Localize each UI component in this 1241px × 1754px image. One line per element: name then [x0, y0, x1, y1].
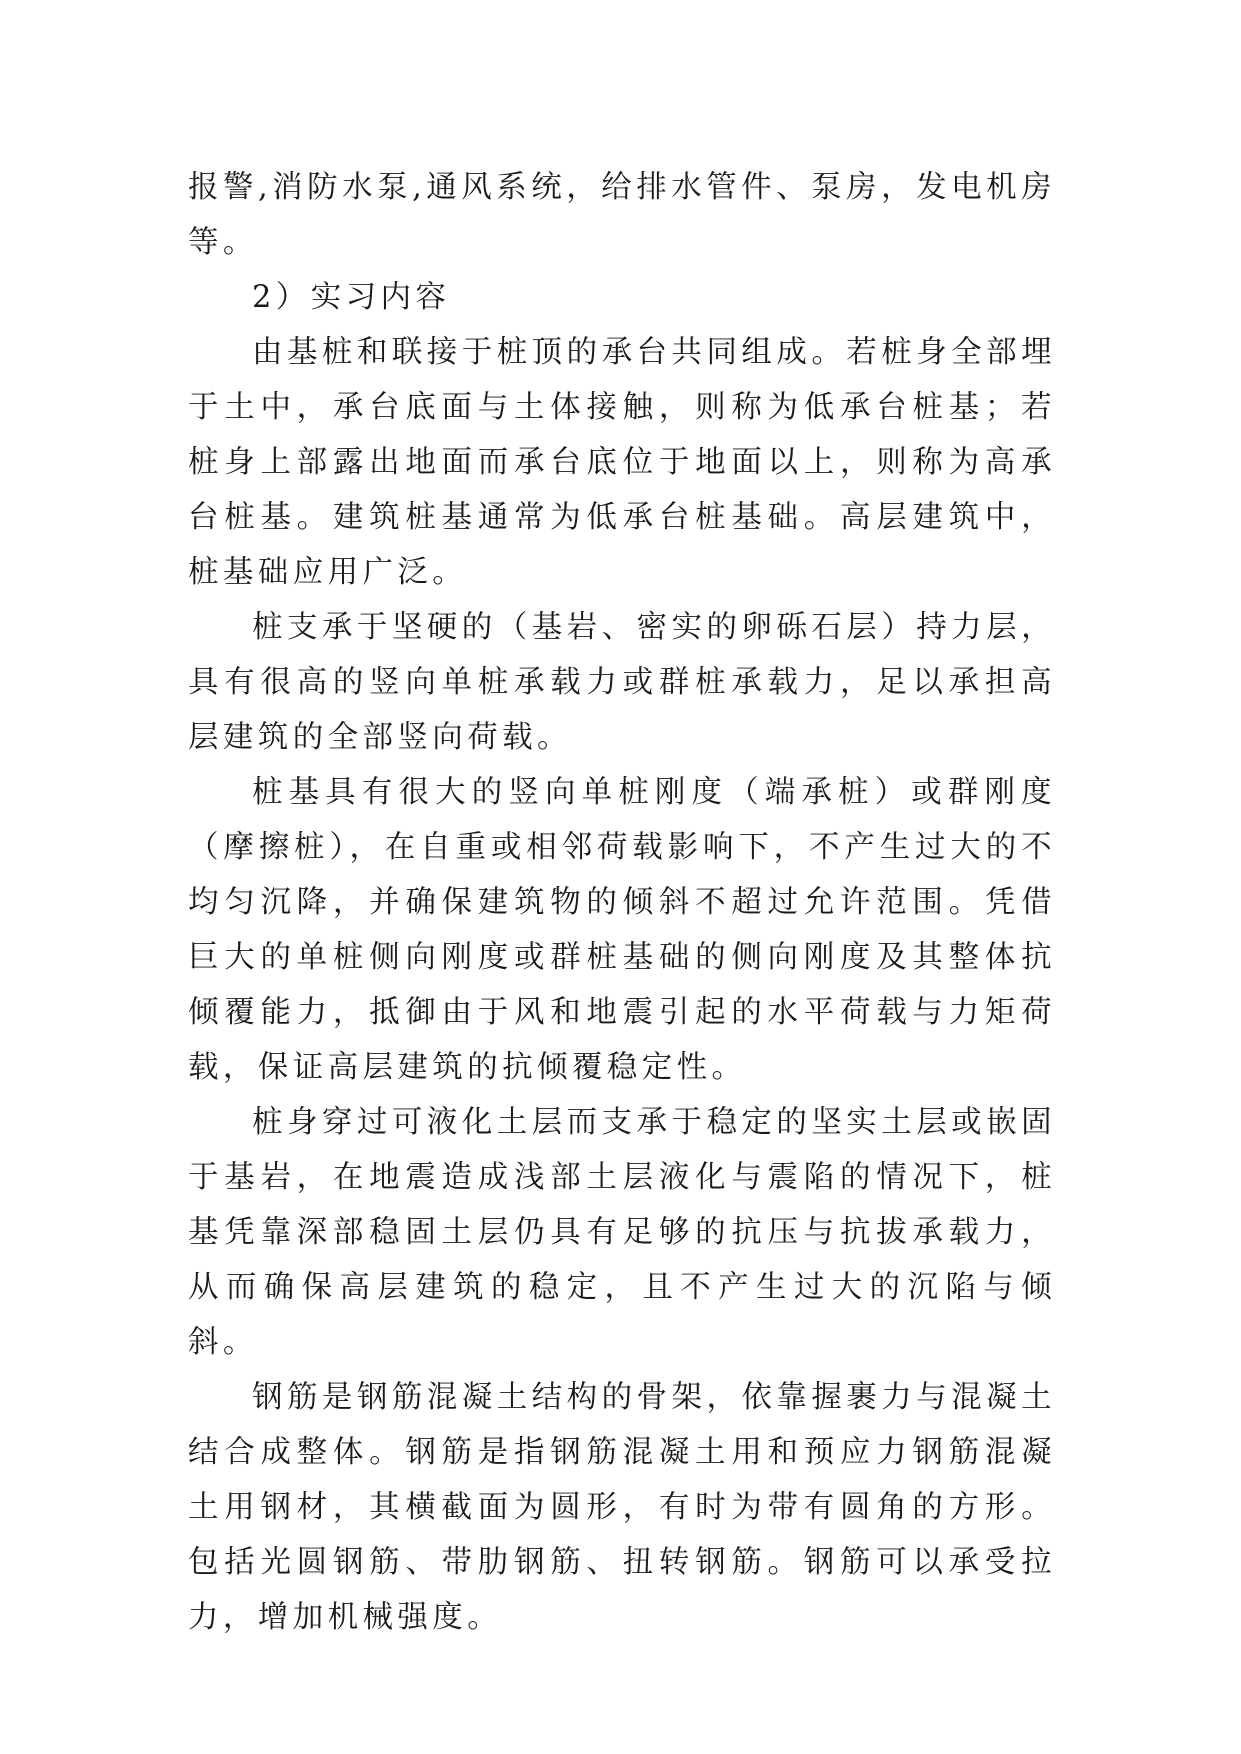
paragraph-stiffness: 桩基具有很大的竖向单桩刚度（端承桩）或群刚度（摩擦桩），在自重或相邻荷载影响下，不产生过大的不均匀沉降，并确保建筑物的倾斜不超过允许范围。凭借巨大的单桩侧向刚度或群桩基础的侧向刚度及其整体抗倾覆能力，抵御由于风和地震引起的水平荷载与力矩荷载，保证高层建筑的抗倾覆稳定性。	[188, 775, 1056, 1085]
paragraph-pile-foundation-definition: 由基桩和联接于桩顶的承台共同组成。若桩身全部埋于土中，承台底面与土体接触，则称为低承台桩基；若桩身上部露出地面而承台底位于地面以上，则称为高承台桩基。建筑桩基通常为低承台桩基础。高层建筑中，桩基础应用广泛。	[188, 335, 1056, 590]
paragraph-continuation: 报警,消防水泵,通风系统，给排水管件、泵房，发电机房等。	[188, 170, 1056, 260]
document-body	[188, 160, 1056, 1645]
paragraph-liquefaction: 桩身穿过可液化土层而支承于稳定的坚实土层或嵌固于基岩，在地震造成浅部土层液化与震陷的情况下，桩基凭靠深部稳固土层仍具有足够的抗压与抗拔承载力，从而确保高层建筑的稳定，且不产生过大的沉陷与倾斜。	[188, 1105, 1056, 1360]
section-heading-internship-content: 2）实习内容	[252, 280, 451, 315]
paragraph-bearing-capacity: 桩支承于坚硬的（基岩、密实的卵砾石层）持力层，具有很高的竖向单桩承载力或群桩承载力，足以承担高层建筑的全部竖向荷载。	[188, 610, 1056, 755]
paragraph-rebar: 钢筋是钢筋混凝土结构的骨架，依靠握裹力与混凝土结合成整体。钢筋是指钢筋混凝土用和预应力钢筋混凝土用钢材，其横截面为圆形，有时为带有圆角的方形。包括光圆钢筋、带肋钢筋、扭转钢筋。钢筋可以承受拉力，增加机械强度。	[188, 1380, 1056, 1635]
